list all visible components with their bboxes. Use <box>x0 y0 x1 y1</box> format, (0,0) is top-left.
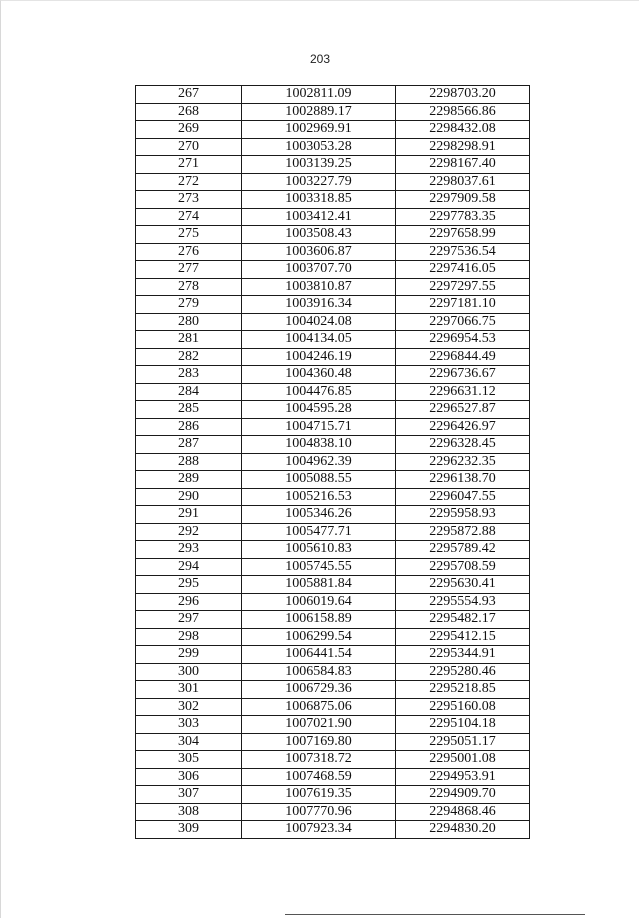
x-coordinate-cell: 1005881.84 <box>242 576 396 594</box>
y-coordinate-cell: 2296736.67 <box>396 366 530 384</box>
point-number-cell: 290 <box>136 488 242 506</box>
point-number-cell: 287 <box>136 436 242 454</box>
x-coordinate-cell: 1004715.71 <box>242 418 396 436</box>
x-coordinate-cell: 1002969.91 <box>242 121 396 139</box>
point-number-cell: 282 <box>136 348 242 366</box>
y-coordinate-cell: 2296138.70 <box>396 471 530 489</box>
x-coordinate-cell: 1005216.53 <box>242 488 396 506</box>
x-coordinate-cell: 1005745.55 <box>242 558 396 576</box>
table-row <box>136 121 530 139</box>
y-coordinate-cell: 2296844.49 <box>396 348 530 366</box>
y-coordinate-cell: 2297783.35 <box>396 208 530 226</box>
y-coordinate-cell: 2295482.17 <box>396 611 530 629</box>
table-row <box>136 611 530 629</box>
point-number-cell: 277 <box>136 261 242 279</box>
x-coordinate-cell: 1003606.87 <box>242 243 396 261</box>
x-coordinate-cell: 1004024.08 <box>242 313 396 331</box>
point-number-cell: 278 <box>136 278 242 296</box>
table-row <box>136 768 530 786</box>
point-number-cell: 268 <box>136 103 242 121</box>
table-row <box>136 261 530 279</box>
point-number-cell: 294 <box>136 558 242 576</box>
y-coordinate-cell: 2295789.42 <box>396 541 530 559</box>
x-coordinate-cell: 1004360.48 <box>242 366 396 384</box>
y-coordinate-cell: 2295554.93 <box>396 593 530 611</box>
x-coordinate-cell: 1005477.71 <box>242 523 396 541</box>
table-row <box>136 208 530 226</box>
point-number-cell: 304 <box>136 733 242 751</box>
bottom-rule <box>285 914 585 915</box>
y-coordinate-cell: 2295280.46 <box>396 663 530 681</box>
table-row <box>136 593 530 611</box>
y-coordinate-cell: 2295708.59 <box>396 558 530 576</box>
coordinates-table-body <box>136 86 530 839</box>
table-row <box>136 576 530 594</box>
point-number-cell: 308 <box>136 803 242 821</box>
point-number-cell: 273 <box>136 191 242 209</box>
y-coordinate-cell: 2296426.97 <box>396 418 530 436</box>
table-row <box>136 313 530 331</box>
point-number-cell: 309 <box>136 821 242 839</box>
table-row <box>136 401 530 419</box>
table-row <box>136 138 530 156</box>
point-number-cell: 299 <box>136 646 242 664</box>
point-number-cell: 289 <box>136 471 242 489</box>
point-number-cell: 284 <box>136 383 242 401</box>
table-row <box>136 278 530 296</box>
coordinates-table <box>135 85 530 839</box>
y-coordinate-cell: 2298167.40 <box>396 156 530 174</box>
y-coordinate-cell: 2296232.35 <box>396 453 530 471</box>
y-coordinate-cell: 2298432.08 <box>396 121 530 139</box>
point-number-cell: 283 <box>136 366 242 384</box>
point-number-cell: 280 <box>136 313 242 331</box>
table-row <box>136 646 530 664</box>
table-row <box>136 698 530 716</box>
table-row <box>136 558 530 576</box>
y-coordinate-cell: 2297416.05 <box>396 261 530 279</box>
table-row <box>136 243 530 261</box>
point-number-cell: 274 <box>136 208 242 226</box>
x-coordinate-cell: 1006441.54 <box>242 646 396 664</box>
table-row <box>136 453 530 471</box>
page-number: 203 <box>309 52 331 66</box>
point-number-cell: 301 <box>136 681 242 699</box>
x-coordinate-cell: 1004595.28 <box>242 401 396 419</box>
x-coordinate-cell: 1003707.70 <box>242 261 396 279</box>
y-coordinate-cell: 2296047.55 <box>396 488 530 506</box>
point-number-cell: 307 <box>136 786 242 804</box>
table-row <box>136 541 530 559</box>
x-coordinate-cell: 1005346.26 <box>242 506 396 524</box>
point-number-cell: 285 <box>136 401 242 419</box>
table-row <box>136 716 530 734</box>
table-row <box>136 523 530 541</box>
x-coordinate-cell: 1005610.83 <box>242 541 396 559</box>
table-row <box>136 418 530 436</box>
x-coordinate-cell: 1007619.35 <box>242 786 396 804</box>
x-coordinate-cell: 1006875.06 <box>242 698 396 716</box>
y-coordinate-cell: 2297909.58 <box>396 191 530 209</box>
point-number-cell: 292 <box>136 523 242 541</box>
table-row <box>136 436 530 454</box>
y-coordinate-cell: 2295872.88 <box>396 523 530 541</box>
y-coordinate-cell: 2297297.55 <box>396 278 530 296</box>
y-coordinate-cell: 2297066.75 <box>396 313 530 331</box>
table-row <box>136 191 530 209</box>
y-coordinate-cell: 2296527.87 <box>396 401 530 419</box>
table-row <box>136 681 530 699</box>
y-coordinate-cell: 2294868.46 <box>396 803 530 821</box>
x-coordinate-cell: 1007770.96 <box>242 803 396 821</box>
x-coordinate-cell: 1007021.90 <box>242 716 396 734</box>
y-coordinate-cell: 2296328.45 <box>396 436 530 454</box>
x-coordinate-cell: 1002889.17 <box>242 103 396 121</box>
point-number-cell: 267 <box>136 86 242 104</box>
point-number-cell: 272 <box>136 173 242 191</box>
table-row <box>136 506 530 524</box>
point-number-cell: 269 <box>136 121 242 139</box>
point-number-cell: 293 <box>136 541 242 559</box>
point-number-cell: 276 <box>136 243 242 261</box>
point-number-cell: 297 <box>136 611 242 629</box>
x-coordinate-cell: 1003412.41 <box>242 208 396 226</box>
x-coordinate-cell: 1004134.05 <box>242 331 396 349</box>
y-coordinate-cell: 2295412.15 <box>396 628 530 646</box>
x-coordinate-cell: 1004962.39 <box>242 453 396 471</box>
table-row <box>136 366 530 384</box>
y-coordinate-cell: 2294830.20 <box>396 821 530 839</box>
point-number-cell: 291 <box>136 506 242 524</box>
table-row <box>136 103 530 121</box>
x-coordinate-cell: 1007169.80 <box>242 733 396 751</box>
point-number-cell: 303 <box>136 716 242 734</box>
y-coordinate-cell: 2296954.53 <box>396 331 530 349</box>
y-coordinate-cell: 2295001.08 <box>396 751 530 769</box>
x-coordinate-cell: 1003227.79 <box>242 173 396 191</box>
point-number-cell: 279 <box>136 296 242 314</box>
y-coordinate-cell: 2295344.91 <box>396 646 530 664</box>
point-number-cell: 298 <box>136 628 242 646</box>
y-coordinate-cell: 2298703.20 <box>396 86 530 104</box>
y-coordinate-cell: 2295051.17 <box>396 733 530 751</box>
table-row <box>136 628 530 646</box>
table-row <box>136 156 530 174</box>
point-number-cell: 281 <box>136 331 242 349</box>
point-number-cell: 295 <box>136 576 242 594</box>
point-number-cell: 302 <box>136 698 242 716</box>
y-coordinate-cell: 2294953.91 <box>396 768 530 786</box>
point-number-cell: 275 <box>136 226 242 244</box>
y-coordinate-cell: 2295104.18 <box>396 716 530 734</box>
x-coordinate-cell: 1006158.89 <box>242 611 396 629</box>
table-row <box>136 786 530 804</box>
x-coordinate-cell: 1007468.59 <box>242 768 396 786</box>
y-coordinate-cell: 2297536.54 <box>396 243 530 261</box>
table-row <box>136 331 530 349</box>
x-coordinate-cell: 1006729.36 <box>242 681 396 699</box>
x-coordinate-cell: 1003508.43 <box>242 226 396 244</box>
table-row <box>136 296 530 314</box>
point-number-cell: 306 <box>136 768 242 786</box>
x-coordinate-cell: 1006299.54 <box>242 628 396 646</box>
table-row <box>136 751 530 769</box>
table-row <box>136 173 530 191</box>
x-coordinate-cell: 1007923.34 <box>242 821 396 839</box>
table-row <box>136 733 530 751</box>
point-number-cell: 296 <box>136 593 242 611</box>
point-number-cell: 270 <box>136 138 242 156</box>
y-coordinate-cell: 2295160.08 <box>396 698 530 716</box>
table-row <box>136 86 530 104</box>
y-coordinate-cell: 2295218.85 <box>396 681 530 699</box>
y-coordinate-cell: 2295958.93 <box>396 506 530 524</box>
y-coordinate-cell: 2298298.91 <box>396 138 530 156</box>
x-coordinate-cell: 1003810.87 <box>242 278 396 296</box>
y-coordinate-cell: 2297658.99 <box>396 226 530 244</box>
y-coordinate-cell: 2296631.12 <box>396 383 530 401</box>
x-coordinate-cell: 1005088.55 <box>242 471 396 489</box>
y-coordinate-cell: 2298037.61 <box>396 173 530 191</box>
x-coordinate-cell: 1004246.19 <box>242 348 396 366</box>
y-coordinate-cell: 2295630.41 <box>396 576 530 594</box>
y-coordinate-cell: 2294909.70 <box>396 786 530 804</box>
point-number-cell: 271 <box>136 156 242 174</box>
table-row <box>136 226 530 244</box>
x-coordinate-cell: 1003318.85 <box>242 191 396 209</box>
table-row <box>136 348 530 366</box>
table-row <box>136 488 530 506</box>
x-coordinate-cell: 1007318.72 <box>242 751 396 769</box>
point-number-cell: 305 <box>136 751 242 769</box>
x-coordinate-cell: 1004838.10 <box>242 436 396 454</box>
x-coordinate-cell: 1003053.28 <box>242 138 396 156</box>
y-coordinate-cell: 2297181.10 <box>396 296 530 314</box>
x-coordinate-cell: 1004476.85 <box>242 383 396 401</box>
table-row <box>136 821 530 839</box>
table-row <box>136 803 530 821</box>
x-coordinate-cell: 1002811.09 <box>242 86 396 104</box>
x-coordinate-cell: 1006584.83 <box>242 663 396 681</box>
x-coordinate-cell: 1003916.34 <box>242 296 396 314</box>
x-coordinate-cell: 1006019.64 <box>242 593 396 611</box>
point-number-cell: 286 <box>136 418 242 436</box>
point-number-cell: 300 <box>136 663 242 681</box>
point-number-cell: 288 <box>136 453 242 471</box>
x-coordinate-cell: 1003139.25 <box>242 156 396 174</box>
table-row <box>136 663 530 681</box>
table-row <box>136 471 530 489</box>
y-coordinate-cell: 2298566.86 <box>396 103 530 121</box>
table-row <box>136 383 530 401</box>
